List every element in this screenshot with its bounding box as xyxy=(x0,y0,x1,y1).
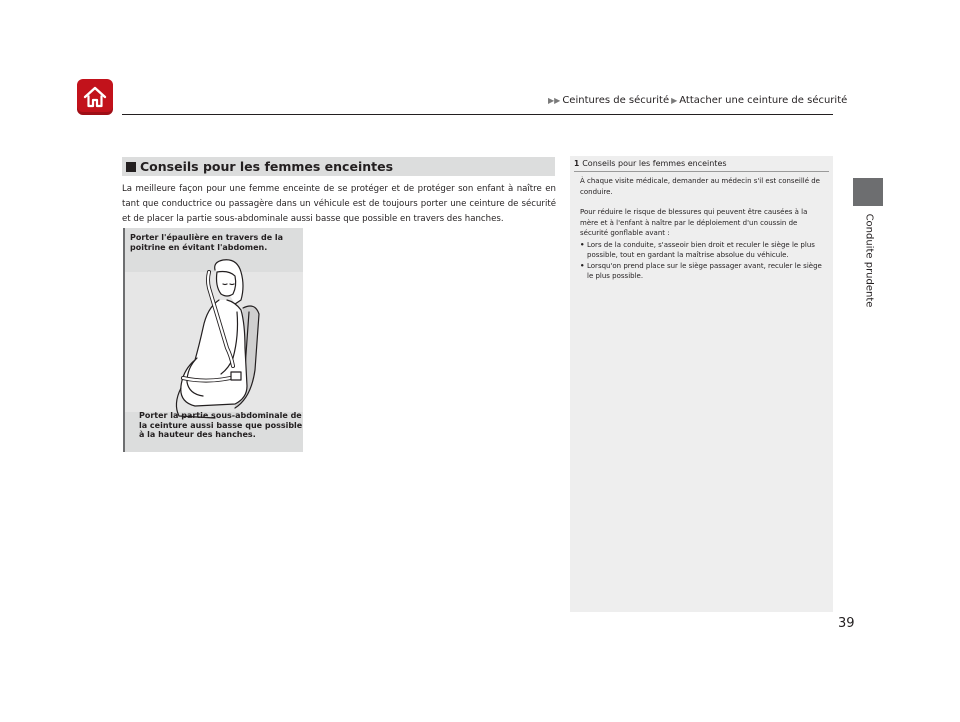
section-body: La meilleure façon pour une femme enceinte de se protéger et de protéger son enfant à naître en tant que conductrice ou passagère dans un véhicule est de toujours porter une ceinture de sécurité et de placer la partie sous-abdominale aussi basse que possible en travers des hanches. xyxy=(122,184,556,224)
section-header xyxy=(122,157,555,176)
figure-label-top: Porter l'épaulière en travers de la poitrine en évitant l'abdomen. xyxy=(130,233,284,252)
bullet-dot-icon: • xyxy=(580,261,585,270)
page-number: 39 xyxy=(838,616,855,631)
square-bullet-icon xyxy=(126,162,136,172)
note-paragraph: À chaque visite médicale, demander au médecin s'il est conseillé de conduire. xyxy=(580,177,820,196)
note-paragraph: Pour réduire le risque de blessures qui peuvent être causées à la mère et à l'enfant à naître par le déploiement d'un coussin de sécurité gonflable avant : xyxy=(580,208,808,237)
header-rule xyxy=(122,114,833,115)
section-title: Conseils pour les femmes enceintes xyxy=(140,159,394,174)
triangle-right-icon: ▶▶ xyxy=(548,96,561,105)
chapter-tab[interactable] xyxy=(853,178,883,206)
note-number: 1 xyxy=(574,159,580,168)
chapter-label: Conduite prudente xyxy=(863,213,875,307)
home-icon xyxy=(82,85,108,109)
seatbelt-illustration xyxy=(123,228,303,452)
note-body xyxy=(580,176,825,282)
note-title: Conseils pour les femmes enceintes xyxy=(582,159,727,168)
side-note-panel xyxy=(570,156,833,612)
breadcrumb-link-attacher[interactable]: Attacher une ceinture de sécurité xyxy=(679,95,848,106)
list-item: • Lors de la conduite, s'asseoir bien droit et reculer le siège le plus possible, tout en gardant la maîtrise absolue du véhicule. xyxy=(580,240,815,259)
figure-label-bottom: Porter la partie sous-abdominale de la ceinture aussi basse que possible à la hauteur des hanches. xyxy=(139,411,303,439)
triangle-right-icon: ▶ xyxy=(671,96,678,105)
list-item: • Lorsqu'on prend place sur le siège passager avant, reculer le siège le plus possible. xyxy=(580,261,822,280)
note-header xyxy=(574,156,829,172)
figure-left-rule xyxy=(123,228,125,452)
breadcrumb-link-ceintures[interactable]: Ceintures de sécurité xyxy=(562,95,670,106)
home-button[interactable] xyxy=(77,79,113,115)
breadcrumb xyxy=(548,95,847,106)
bullet-dot-icon: • xyxy=(580,240,585,249)
